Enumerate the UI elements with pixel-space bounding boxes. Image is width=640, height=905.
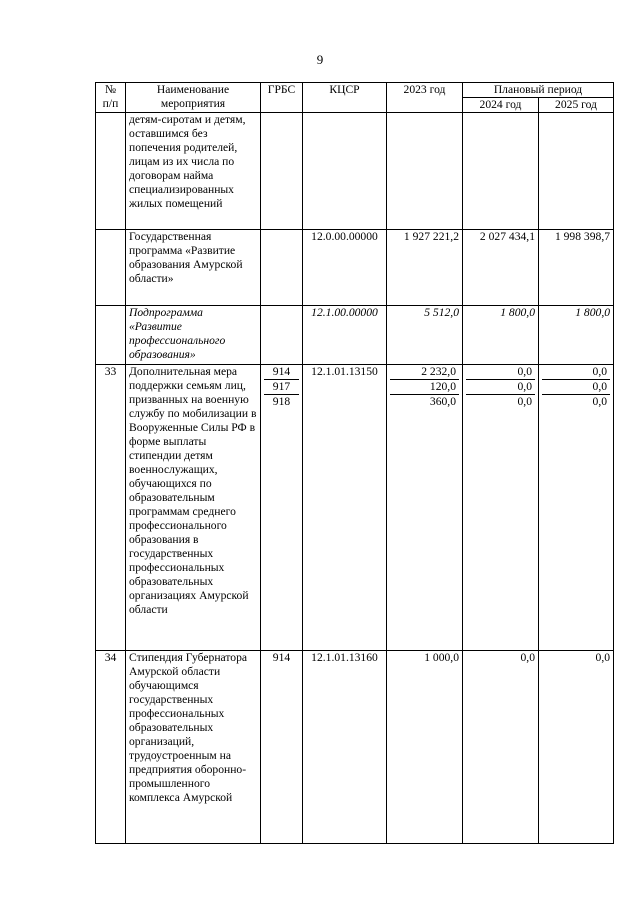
header-name: Наименование мероприятия [126,83,261,113]
cell-2024: 1 800,0 [463,306,539,365]
cell-2023 [387,113,463,230]
table-row-program [96,230,614,306]
header-2023: 2023 год [387,83,463,113]
cell-2025: 1 800,0 [539,306,614,365]
page-number: 9 [316,52,324,67]
cell-2025 [539,113,614,230]
cell-2025: 1 998 398,7 [539,230,614,306]
cell-2024 [463,365,539,651]
cell-2025 [539,365,614,651]
cell-2023: 1 000,0 [387,651,463,844]
cell-num: 34 [96,651,126,844]
header-num: № п/п [96,83,126,113]
cell-name: Государственная программа «Развитие образования Амурской области» [126,230,261,306]
value-line: 2 232,0 [390,365,459,380]
cell-num [96,306,126,365]
cell-name: Подпрограмма «Развитие профессионального образования» [126,306,261,365]
budget-table [95,82,614,844]
table-row-subprogram [96,306,614,365]
cell-name: Стипендия Губернатора Амурской области обучающимся государственных профессиональных образовательных организаций, трудоустроенным на предприятия оборонно-промышленного комплекса Амурской [126,651,261,844]
cell-kcsr [303,113,387,230]
cell-2023: 5 512,0 [387,306,463,365]
value-line: 0,0 [592,395,608,408]
value-line: 0,0 [542,365,610,380]
grbs-line: 914 [264,365,299,380]
cell-grbs [261,306,303,365]
cell-2023: 1 927 221,2 [387,230,463,306]
cell-2024: 2 027 434,1 [463,230,539,306]
header-grbs: ГРБС [261,83,303,113]
cell-num [96,230,126,306]
header-planned-period: Плановый период [463,83,614,98]
cell-name: детям-сиротам и детям, оставшимся без попечения родителей, лицам из их числа по договорам найма специализированных жилых помещений [126,113,261,230]
table-row-continuation [96,113,614,230]
value-line: 0,0 [466,365,535,380]
cell-2023 [387,365,463,651]
cell-num: 33 [96,365,126,651]
cell-name: Дополнительная мера поддержки семьям лиц, призванных на военную службу по мобилизации в Вооруженные Силы РФ в форме выплаты стипендии детям военнослужащих, обучающихся по образовательным программам среднего профессионального образования в государственных профессиональных образовательных организациях Амурской области [126,365,261,651]
header-2024: 2024 год [463,98,539,113]
cell-num [96,113,126,230]
header-2025: 2025 год [539,98,614,113]
header-row-1 [96,83,614,98]
cell-grbs [261,365,303,651]
cell-2025: 0,0 [539,651,614,844]
value-line: 0,0 [466,380,535,395]
value-line: 120,0 [390,380,459,395]
cell-kcsr: 12.1.01.13150 [303,365,387,651]
table-row-33 [96,365,614,651]
cell-2024: 0,0 [463,651,539,844]
cell-2024 [463,113,539,230]
cell-grbs [261,113,303,230]
value-line: 0,0 [542,380,610,395]
cell-kcsr: 12.0.00.00000 [303,230,387,306]
value-line: 360,0 [429,395,456,408]
cell-grbs: 914 [261,651,303,844]
grbs-line: 917 [264,380,299,395]
cell-kcsr: 12.1.01.13160 [303,651,387,844]
cell-grbs [261,230,303,306]
value-line: 0,0 [517,395,532,408]
header-kcsr: КЦСР [303,83,387,113]
cell-kcsr: 12.1.00.00000 [303,306,387,365]
grbs-line: 918 [272,395,291,408]
table-row-34 [96,651,614,844]
